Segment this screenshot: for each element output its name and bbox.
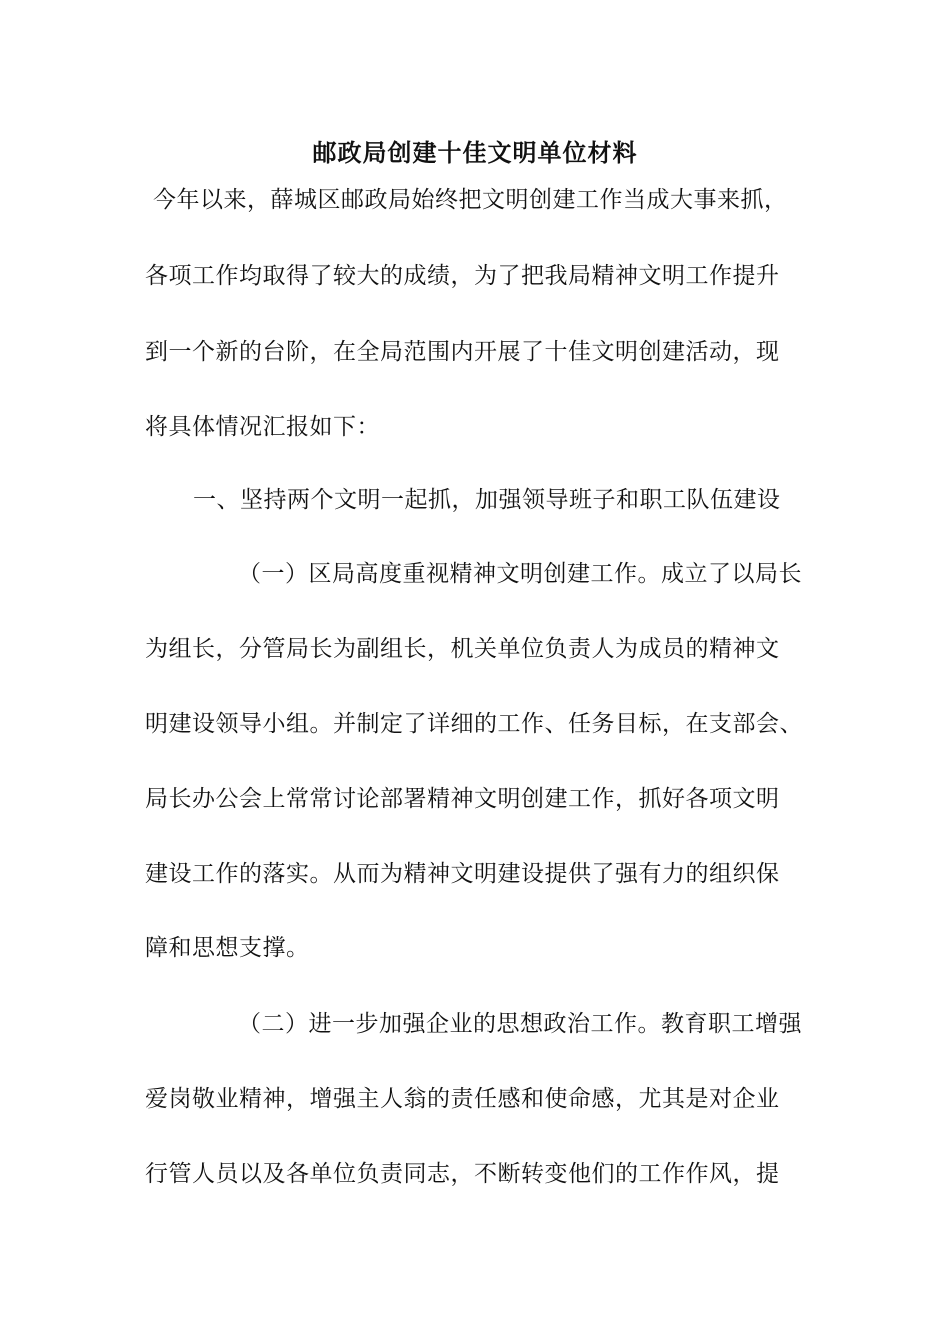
- paragraph-line: 行管人员以及各单位负责同志，不断转变他们的工作作风，提: [145, 1161, 780, 1187]
- paragraph-line: 局长办公会上常常讨论部署精神文明创建工作，抓好各项文明: [145, 786, 780, 812]
- paragraph-line: 各项工作均取得了较大的成绩，为了把我局精神文明工作提升: [145, 263, 780, 289]
- paragraph-line: 到一个新的台阶，在全局范围内开展了十佳文明创建活动，现: [145, 339, 780, 365]
- paragraph-line: 障和思想支撑。: [145, 935, 310, 961]
- paragraph-line: （二）进一步加强企业的思想政治工作。教育职工增强: [238, 1011, 802, 1037]
- paragraph-line: 将具体情况汇报如下：: [145, 414, 380, 440]
- paragraph-line: （一）区局高度重视精神文明创建工作。成立了以局长: [238, 561, 802, 587]
- paragraph-line: 建设工作的落实。从而为精神文明建设提供了强有力的组织保: [145, 861, 780, 887]
- section-heading: 一、坚持两个文明一起抓，加强领导班子和职工队伍建设: [193, 487, 781, 513]
- paragraph-line: 今年以来，薛城区邮政局始终把文明创建工作当成大事来抓，: [153, 187, 788, 213]
- paragraph-line: 为组长，分管局长为副组长，机关单位负责人为成员的精神文: [145, 636, 780, 662]
- paragraph-line: 明建设领导小组。并制定了详细的工作、任务目标，在支部会、: [145, 711, 803, 737]
- paragraph-line: 爱岗敬业精神，增强主人翁的责任感和使命感，尤其是对企业: [145, 1086, 780, 1112]
- document-title: 邮政局创建十佳文明单位材料: [312, 138, 638, 167]
